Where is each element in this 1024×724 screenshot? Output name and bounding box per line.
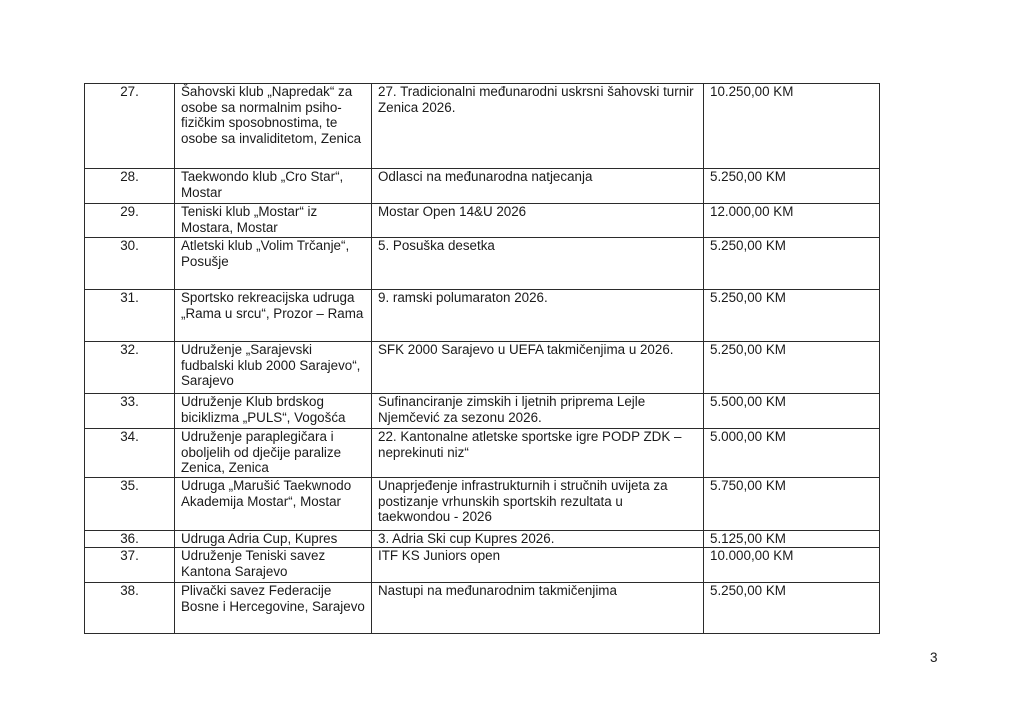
table-row — [85, 342, 880, 394]
project-cell: Mostar Open 14&U 2026 — [372, 204, 704, 238]
project-cell: Unaprjeđenje infrastrukturnih i stručnih uvijeta za postizanje vrhunskih sportskih rezultata u taekwondou - 2026 — [372, 478, 704, 531]
row-number: 33. — [85, 394, 175, 429]
table-row — [85, 238, 880, 290]
organization-cell: Udruženje Klub brdskog biciklizma „PULS“, Vogošća — [175, 394, 372, 429]
table-row — [85, 429, 880, 478]
amount-cell: 5.125,00 KM — [704, 531, 880, 548]
organization-cell: Udruženje „Sarajevski fudbalski klub 2000 Sarajevo“, Sarajevo — [175, 342, 372, 394]
amount-cell: 5.500,00 KM — [704, 394, 880, 429]
project-cell: 27. Tradicionalni međunarodni uskrsni šahovski turnir Zenica 2026. — [372, 84, 704, 169]
row-number: 34. — [85, 429, 175, 478]
row-number: 38. — [85, 583, 175, 634]
organization-cell: Šahovski klub „Napredak“ za osobe sa normalnim psiho-fizičkim sposobnostima, te osobe sa invaliditetom, Zenica — [175, 84, 372, 169]
table-row — [85, 84, 880, 169]
row-number: 32. — [85, 342, 175, 394]
grants-table — [84, 83, 880, 634]
row-number: 35. — [85, 478, 175, 531]
organization-cell: Udruga „Marušić Taekwnodo Akademija Mostar“, Mostar — [175, 478, 372, 531]
row-number: 27. — [85, 84, 175, 169]
table-row — [85, 478, 880, 531]
row-number: 31. — [85, 290, 175, 342]
row-number: 29. — [85, 204, 175, 238]
project-cell: SFK 2000 Sarajevo u UEFA takmičenjima u 2026. — [372, 342, 704, 394]
amount-cell: 12.000,00 KM — [704, 204, 880, 238]
row-number: 28. — [85, 169, 175, 204]
organization-cell: Plivački savez Federacije Bosne i Hercegovine, Sarajevo — [175, 583, 372, 634]
table-row — [85, 394, 880, 429]
project-cell: ITF KS Juniors open — [372, 548, 704, 583]
project-cell: 22. Kantonalne atletske sportske igre PODP ZDK – neprekinuti niz“ — [372, 429, 704, 478]
organization-cell: Teniski klub „Mostar“ iz Mostara, Mostar — [175, 204, 372, 238]
table-row — [85, 169, 880, 204]
amount-cell: 5.250,00 KM — [704, 290, 880, 342]
row-number: 30. — [85, 238, 175, 290]
amount-cell: 5.000,00 KM — [704, 429, 880, 478]
row-number: 36. — [85, 531, 175, 548]
project-cell: Nastupi na međunarodnim takmičenjima — [372, 583, 704, 634]
amount-cell: 10.000,00 KM — [704, 548, 880, 583]
organization-cell: Taekwondo klub „Cro Star“, Mostar — [175, 169, 372, 204]
organization-cell: Udruga Adria Cup, Kupres — [175, 531, 372, 548]
amount-cell: 5.250,00 KM — [704, 583, 880, 634]
page-number: 3 — [930, 650, 938, 665]
organization-cell: Sportsko rekreacijska udruga „Rama u srcu“, Prozor – Rama — [175, 290, 372, 342]
amount-cell: 10.250,00 KM — [704, 84, 880, 169]
project-cell: 9. ramski polumaraton 2026. — [372, 290, 704, 342]
amount-cell: 5.750,00 KM — [704, 478, 880, 531]
table-row — [85, 204, 880, 238]
organization-cell: Atletski klub „Volim Trčanje“, Posušje — [175, 238, 372, 290]
table-row — [85, 531, 880, 548]
amount-cell: 5.250,00 KM — [704, 238, 880, 290]
amount-cell: 5.250,00 KM — [704, 169, 880, 204]
project-cell: 5. Posuška desetka — [372, 238, 704, 290]
row-number: 37. — [85, 548, 175, 583]
organization-cell: Udruženje Teniski savez Kantona Sarajevo — [175, 548, 372, 583]
table-row — [85, 548, 880, 583]
table-row — [85, 290, 880, 342]
table-row — [85, 583, 880, 634]
project-cell: Sufinanciranje zimskih i ljetnih priprema Lejle Njemčević za sezonu 2026. — [372, 394, 704, 429]
organization-cell: Udruženje paraplegičara i oboljelih od dječije paralize Zenica, Zenica — [175, 429, 372, 478]
amount-cell: 5.250,00 KM — [704, 342, 880, 394]
project-cell: 3. Adria Ski cup Kupres 2026. — [372, 531, 704, 548]
project-cell: Odlasci na međunarodna natjecanja — [372, 169, 704, 204]
